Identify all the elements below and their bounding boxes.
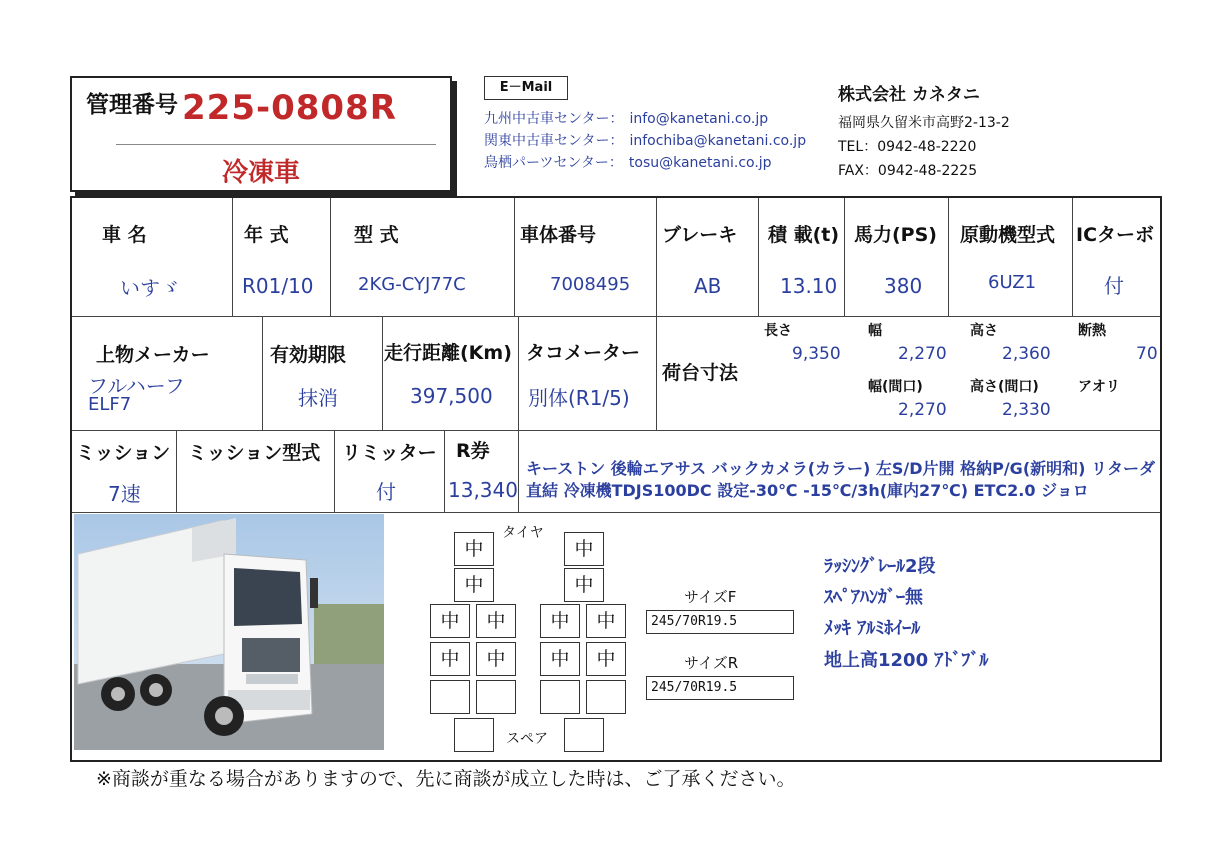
tire-size-front-label: サイズF: [684, 588, 737, 606]
value-payload: 13.10: [780, 274, 838, 298]
header-model: 型 式: [354, 224, 399, 246]
option-2: ｽﾍﾟｱﾊﾝｶﾞｰ無: [824, 587, 923, 608]
cargo-inner-height-label: 高さ(間口): [970, 379, 1039, 395]
value-body-maker-model: ELF7: [88, 394, 132, 415]
tire-rear-2-ol: 中: [430, 642, 470, 676]
header-tachometer: タコメーター: [526, 342, 641, 364]
management-number: 225-0808R: [182, 88, 397, 128]
cargo-dimensions-label: 荷台寸法: [662, 362, 739, 384]
footer-note: ※商談が重なる場合がありますので、先に商談が成立した時は、ご了承ください。: [96, 768, 796, 790]
email-row-tosu: [484, 152, 772, 172]
management-number-label: 管理番号: [86, 92, 178, 118]
value-chassis-number: 7008495: [550, 274, 631, 295]
header-horsepower: 馬力(PS): [854, 224, 937, 246]
option-1: ﾗｯｼﾝｸﾞﾚｰﾙ2段: [824, 556, 936, 577]
header-payload: 積 載(t): [768, 224, 840, 246]
value-tachometer: 別体(R1/5): [528, 386, 630, 410]
header-brake: ブレーキ: [662, 224, 738, 246]
tire-front-left-1: 中: [454, 532, 494, 566]
tire-rear-2-or: 中: [586, 642, 626, 676]
value-r-ken: 13,340: [448, 478, 518, 502]
tire-front-left-2: 中: [454, 568, 494, 602]
header-year: 年 式: [244, 224, 289, 246]
email-label: E－Mail: [484, 76, 568, 100]
tire-rear-1-ir: 中: [540, 604, 580, 638]
tire-front-right-1: 中: [564, 532, 604, 566]
cargo-inner-width-label: 幅(間口): [868, 379, 923, 395]
row-divider: [72, 512, 1160, 513]
truck-photo: [74, 514, 384, 750]
cargo-length: 9,350: [792, 344, 841, 364]
header-r-ken: R券: [456, 440, 490, 462]
header-body-maker: 上物メーカー: [96, 344, 210, 366]
header-vehicle-name: 車 名: [102, 224, 147, 246]
cargo-insulation-label: 断熱: [1078, 323, 1106, 339]
header-ic-turbo: ICターボ: [1076, 224, 1155, 246]
cargo-height: 2,360: [1002, 344, 1051, 364]
header-mileage: 走行距離(Km): [384, 342, 512, 364]
cargo-length-label: 長さ: [764, 323, 792, 339]
cargo-width-label: 幅: [868, 323, 882, 339]
tire-front-right-2: 中: [564, 568, 604, 602]
value-vehicle-name: いすゞ: [120, 276, 180, 300]
option-3: ﾒｯｷ ｱﾙﾐﾎｲｰﾙ: [824, 618, 921, 639]
header-limiter: リミッター: [342, 442, 437, 464]
cargo-height-label: 高さ: [970, 323, 998, 339]
divider: [116, 144, 436, 145]
tire-rear-3-ir: [540, 680, 580, 714]
row-divider: [72, 316, 1160, 317]
body-type: 冷凍車: [221, 158, 300, 188]
tire-title: タイヤ: [502, 525, 544, 541]
email-center: 鳥栖パーツセンター：: [484, 155, 623, 171]
header-expiry: 有効期限: [270, 344, 347, 366]
management-number-box: [70, 76, 452, 192]
tire-spare-right: [564, 718, 604, 752]
option-4: 地上高1200 ｱﾄﾞﾌﾞﾙ: [824, 650, 989, 671]
value-body-maker: フルハーフ: [88, 374, 185, 398]
value-horsepower: 380: [884, 274, 923, 298]
email-row-kyushu: [484, 108, 768, 128]
tire-rear-3-il: [476, 680, 516, 714]
email-address[interactable]: info@kanetani.co.jp: [629, 111, 769, 127]
email-center: 関東中古車センター：: [484, 133, 624, 149]
cargo-inner-height: 2,330: [1002, 400, 1051, 420]
tire-rear-3-or: [586, 680, 626, 714]
value-year: R01/10: [242, 274, 314, 298]
truck-illustration: [74, 514, 384, 750]
row-divider: [72, 430, 1160, 431]
spec-sheet: [70, 196, 1162, 762]
tire-rear-2-il: 中: [476, 642, 516, 676]
email-address[interactable]: tosu@kanetani.co.jp: [628, 155, 772, 171]
tire-size-front: 245/70R19.5: [646, 610, 794, 634]
value-mileage: 397,500: [410, 384, 493, 408]
notes-line-1: キーストン 後輪エアサス バックカメラ(カラー) 左S/D片開 格納P/G(新明和) リターダ: [526, 459, 1156, 478]
spare-label: スペア: [506, 731, 548, 747]
header-chassis-number: 車体番号: [520, 224, 597, 246]
value-model: 2KG-CYJ77C: [358, 274, 466, 295]
value-brake: AB: [694, 274, 722, 298]
company-fax: FAX：0942-48-2225: [838, 163, 978, 179]
tire-rear-2-ir: 中: [540, 642, 580, 676]
cargo-insulation: 70: [1136, 344, 1158, 364]
value-transmission: 7速: [108, 482, 141, 506]
value-engine-model: 6UZ1: [988, 272, 1037, 293]
company-tel: TEL：0942-48-2220: [838, 139, 977, 155]
tire-rear-1-ol: 中: [430, 604, 470, 638]
tire-spare-left: [454, 718, 494, 752]
tire-size-rear-label: サイズR: [684, 654, 739, 672]
cargo-width: 2,270: [898, 344, 947, 364]
cargo-inner-width: 2,270: [898, 400, 947, 420]
email-row-kanto: [484, 130, 806, 150]
tire-rear-3-ol: [430, 680, 470, 714]
company-address: 福岡県久留米市高野2-13-2: [838, 115, 1010, 131]
email-center: 九州中古車センター：: [484, 111, 624, 127]
email-address[interactable]: infochiba@kanetani.co.jp: [629, 133, 807, 149]
header-engine-model: 原動機型式: [960, 224, 1056, 246]
company-name: 株式会社 カネタニ: [838, 85, 980, 105]
value-limiter: 付: [376, 480, 396, 504]
tire-rear-1-il: 中: [476, 604, 516, 638]
header-transmission-type: ミッション型式: [188, 442, 321, 464]
notes-line-2: 直結 冷凍機TDJS100DC 設定-30℃ -15℃/3h(庫内27℃) ETC2.0 ジョロ: [526, 481, 1089, 500]
header-transmission: ミッション: [76, 442, 171, 464]
value-ic-turbo: 付: [1104, 274, 1124, 298]
tire-size-rear: 245/70R19.5: [646, 676, 794, 700]
cargo-aori-label: アオリ: [1078, 379, 1120, 395]
value-expiry: 抹消: [298, 386, 338, 410]
tire-rear-1-or: 中: [586, 604, 626, 638]
